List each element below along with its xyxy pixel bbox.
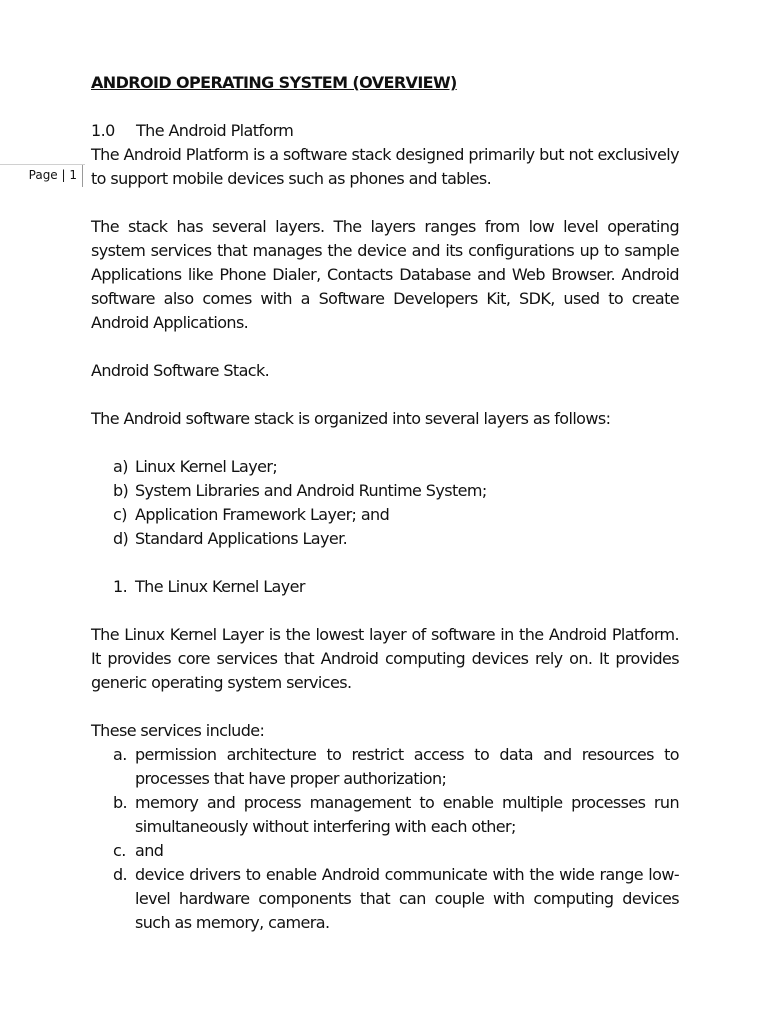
list-item [91, 479, 679, 503]
page-marker-rule [82, 165, 83, 187]
list-item [91, 743, 679, 791]
list-marker: a. [113, 745, 127, 764]
page-number-label: Page | 1 [28, 168, 77, 182]
list-item-text: Application Framework Layer; and [135, 505, 390, 524]
list-item-text: permission architecture to restrict access to data and resources to processes that have proper authorization; [135, 745, 679, 788]
layers-paragraph: The stack has several layers. The layers ranges from low level operating system services that manages the device and its configurations up to sample Applications like Phone Dialer, Contacts Database and Web Browser. Android software also comes with a Software Developers Kit, SDK, used to create Android Applications. [91, 217, 679, 332]
kernel-heading-text: The Linux Kernel Layer [135, 577, 305, 596]
list-item-text: System Libraries and Android Runtime System; [135, 481, 487, 500]
list-marker: a) [113, 457, 128, 476]
list-item-text: device drivers to enable Android communicate with the wide range low-level hardware components that can couple with computing devices such as memory, camera. [135, 865, 679, 932]
document-title: ANDROID OPERATING SYSTEM (OVERVIEW) [91, 73, 457, 92]
list-item [91, 863, 679, 935]
list-item-text: Standard Applications Layer. [135, 529, 348, 548]
list-item-text: memory and process management to enable multiple processes run simultaneously without interfering with each other; [135, 793, 679, 836]
list-item-text: Linux Kernel Layer; [135, 457, 278, 476]
list-item [91, 839, 679, 863]
section-heading [91, 119, 679, 143]
list-item [91, 503, 679, 527]
document-body [91, 71, 679, 935]
list-marker: d) [113, 529, 129, 548]
list-marker: c) [113, 505, 127, 524]
page-number-marker [0, 164, 85, 187]
kernel-heading-number: 1. [113, 577, 128, 596]
list-marker: d. [113, 865, 128, 884]
stack-heading: Android Software Stack. [91, 361, 270, 380]
stack-intro: The Android software stack is organized into several layers as follows: [91, 409, 611, 428]
list-item [91, 455, 679, 479]
list-marker: b. [113, 793, 128, 812]
kernel-paragraph: The Linux Kernel Layer is the lowest layer of software in the Android Platform. It provides core services that Android computing devices rely on. It provides generic operating system services. [91, 625, 679, 692]
kernel-heading [91, 575, 679, 599]
list-item [91, 527, 679, 551]
section-number: 1.0 [91, 121, 115, 140]
section-heading-text: The Android Platform [136, 121, 294, 140]
list-item [91, 791, 679, 839]
services-intro: These services include: [91, 721, 265, 740]
services-list [91, 743, 679, 935]
layers-list [91, 455, 679, 551]
platform-paragraph: The Android Platform is a software stack designed primarily but not exclusively to support mobile devices such as phones and tables. [91, 145, 679, 188]
list-marker: b) [113, 481, 129, 500]
list-item-text: and [135, 841, 164, 860]
list-marker: c. [113, 841, 126, 860]
